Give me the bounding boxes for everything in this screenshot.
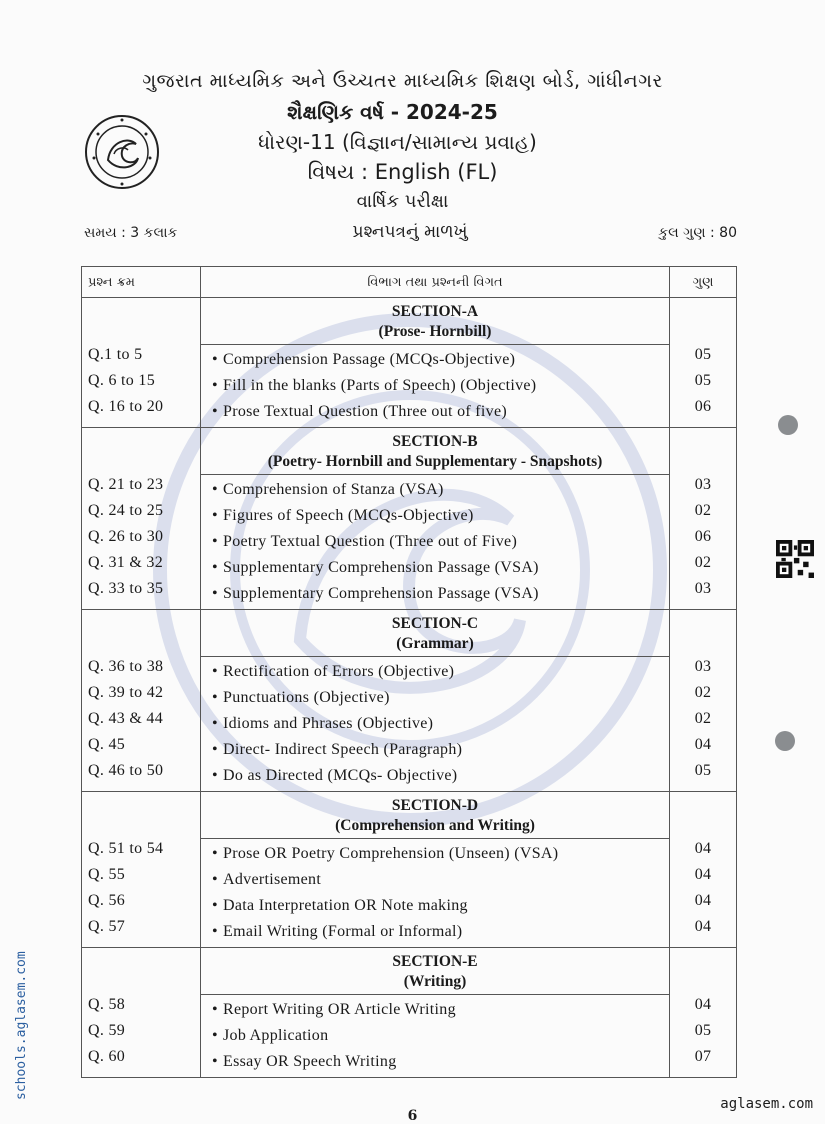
question-description: • Prose Textual Question (Three out of five) bbox=[207, 399, 669, 425]
side-watermark: schools.aglasem.com bbox=[14, 951, 29, 1100]
question-no-cell bbox=[82, 298, 201, 428]
question-range: Q. 58 bbox=[88, 996, 126, 1013]
question-marks: 04 bbox=[694, 996, 712, 1013]
page-number: 6 bbox=[407, 1108, 418, 1124]
question-marks: 03 bbox=[694, 658, 712, 675]
question-description: • Data Interpretation OR Note making bbox=[207, 893, 669, 919]
question-marks: 04 bbox=[694, 736, 712, 753]
question-no-cell bbox=[82, 792, 201, 948]
question-marks: 04 bbox=[694, 892, 712, 909]
section-subtitle: (Comprehension and Writing) bbox=[335, 817, 535, 834]
question-marks: 05 bbox=[694, 346, 712, 363]
question-no-cell bbox=[82, 948, 201, 1078]
question-marks: 02 bbox=[694, 502, 712, 519]
question-range: Q.1 to 5 bbox=[88, 346, 143, 363]
question-marks: 07 bbox=[694, 1048, 712, 1065]
board-name: ગુજરાત માધ્યમિક અને ઉચ્ચતર માધ્યમિક શિક્ષણ બોર્ડ, ગાંધીનગર bbox=[142, 70, 663, 92]
marks-cell bbox=[670, 792, 737, 948]
question-description: • Punctuations (Objective) bbox=[207, 685, 669, 711]
details-cell bbox=[201, 995, 670, 1078]
subject: વિષય : English (FL) bbox=[307, 160, 498, 184]
section-heading bbox=[201, 298, 670, 345]
question-range: Q. 51 to 54 bbox=[88, 840, 164, 857]
details-cell bbox=[201, 657, 670, 792]
question-description: • Essay OR Speech Writing bbox=[207, 1049, 669, 1075]
question-marks: 03 bbox=[694, 580, 712, 597]
section-title: SECTION-B bbox=[392, 433, 478, 450]
question-marks: 05 bbox=[694, 762, 712, 779]
section-heading-row bbox=[82, 610, 737, 657]
section-title: SECTION-E bbox=[392, 953, 478, 970]
section-subtitle: (Poetry- Hornbill and Supplementary - Snapshots) bbox=[267, 453, 603, 470]
question-description: • Advertisement bbox=[207, 867, 669, 893]
question-marks: 02 bbox=[694, 684, 712, 701]
section-heading-row bbox=[82, 298, 737, 345]
question-range: Q. 36 to 38 bbox=[88, 658, 164, 675]
marks-cell bbox=[670, 948, 737, 1078]
question-range: Q. 39 to 42 bbox=[88, 684, 164, 701]
question-description: • Direct- Indirect Speech (Paragraph) bbox=[207, 737, 669, 763]
section-subtitle: (Grammar) bbox=[396, 635, 474, 652]
question-range: Q. 45 bbox=[88, 736, 126, 753]
question-range: Q. 57 bbox=[88, 918, 126, 935]
qr-code-icon bbox=[776, 540, 814, 578]
academic-year: શૈક્ષણિક વર્ષ - 2024-25 bbox=[287, 100, 498, 124]
marks-cell bbox=[670, 610, 737, 792]
site-watermark: aglasem.com bbox=[720, 1096, 813, 1112]
paper-structure-table bbox=[81, 266, 737, 1078]
question-range: Q. 60 bbox=[88, 1048, 126, 1065]
question-range: Q. 46 to 50 bbox=[88, 762, 164, 779]
question-description: • Email Writing (Formal or Informal) bbox=[207, 919, 669, 945]
question-description: • Do as Directed (MCQs- Objective) bbox=[207, 763, 669, 789]
question-marks: 05 bbox=[694, 372, 712, 389]
details-cell bbox=[201, 839, 670, 948]
question-description: • Poetry Textual Question (Three out of Five) bbox=[207, 529, 669, 555]
question-range: Q. 24 to 25 bbox=[88, 502, 164, 519]
punch-hole-top bbox=[778, 415, 798, 435]
question-no-cell bbox=[82, 610, 201, 792]
question-description: • Supplementary Comprehension Passage (VSA) bbox=[207, 555, 669, 581]
question-range: Q. 21 to 23 bbox=[88, 476, 164, 493]
exam-time: સમય : 3 કલાક bbox=[84, 225, 178, 241]
question-range: Q. 43 & 44 bbox=[88, 710, 163, 727]
question-marks: 02 bbox=[694, 710, 712, 727]
header-marks: ગુણ bbox=[670, 267, 737, 298]
question-description: • Idioms and Phrases (Objective) bbox=[207, 711, 669, 737]
question-description: • Figures of Speech (MCQs-Objective) bbox=[207, 503, 669, 529]
question-range: Q. 56 bbox=[88, 892, 126, 909]
section-heading-row bbox=[82, 428, 737, 475]
question-marks: 02 bbox=[694, 554, 712, 571]
details-cell bbox=[201, 345, 670, 428]
question-description: • Comprehension Passage (MCQs-Objective) bbox=[207, 347, 669, 373]
question-marks: 06 bbox=[694, 528, 712, 545]
total-marks: કુલ ગુણ : 80 bbox=[658, 225, 737, 241]
question-description: • Rectification of Errors (Objective) bbox=[207, 659, 669, 685]
section-subtitle: (Prose- Hornbill) bbox=[378, 323, 492, 340]
question-range: Q. 31 & 32 bbox=[88, 554, 163, 571]
section-subtitle: (Writing) bbox=[403, 973, 467, 990]
question-range: Q. 16 to 20 bbox=[88, 398, 164, 415]
marks-cell bbox=[670, 428, 737, 610]
question-range: Q. 59 bbox=[88, 1022, 126, 1039]
section-heading-row bbox=[82, 792, 737, 839]
section-heading bbox=[201, 610, 670, 657]
question-marks: 04 bbox=[694, 918, 712, 935]
question-range: Q. 55 bbox=[88, 866, 126, 883]
section-heading bbox=[201, 948, 670, 995]
question-range: Q. 6 to 15 bbox=[88, 372, 155, 389]
section-title: SECTION-A bbox=[391, 303, 479, 320]
question-description: • Supplementary Comprehension Passage (VSA) bbox=[207, 581, 669, 607]
board-seal-logo bbox=[84, 114, 160, 190]
question-marks: 03 bbox=[694, 476, 712, 493]
question-marks: 04 bbox=[694, 840, 712, 857]
question-description: • Report Writing OR Article Writing bbox=[207, 997, 669, 1023]
header-details: વિભાગ તથા પ્રશ્નની વિગત bbox=[201, 267, 670, 298]
section-title: SECTION-D bbox=[391, 797, 479, 814]
exam-name: વાર્ષિક પરીક્ષા bbox=[356, 191, 449, 212]
question-range: Q. 33 to 35 bbox=[88, 580, 164, 597]
section-heading bbox=[201, 428, 670, 475]
section-title: SECTION-C bbox=[391, 615, 479, 632]
section-heading-row bbox=[82, 948, 737, 995]
punch-hole-bottom bbox=[775, 731, 795, 751]
standard: ધોરણ-11 (વિજ્ઞાન/સામાન્ય પ્રવાહ) bbox=[258, 130, 537, 154]
table-header-row bbox=[82, 267, 737, 298]
section-heading bbox=[201, 792, 670, 839]
marks-cell bbox=[670, 298, 737, 428]
question-marks: 06 bbox=[694, 398, 712, 415]
question-marks: 04 bbox=[694, 866, 712, 883]
question-range: Q. 26 to 30 bbox=[88, 528, 164, 545]
question-description: • Fill in the blanks (Parts of Speech) (Objective) bbox=[207, 373, 669, 399]
question-no-cell bbox=[82, 428, 201, 610]
question-description: • Prose OR Poetry Comprehension (Unseen) (VSA) bbox=[207, 841, 669, 867]
question-description: • Job Application bbox=[207, 1023, 669, 1049]
question-marks: 05 bbox=[694, 1022, 712, 1039]
header-question-no: પ્રશ્ન ક્રમ bbox=[82, 267, 201, 298]
details-cell bbox=[201, 475, 670, 610]
paper-structure-title: પ્રશ્નપત્રનું માળખું bbox=[352, 222, 468, 242]
question-description: • Comprehension of Stanza (VSA) bbox=[207, 477, 669, 503]
